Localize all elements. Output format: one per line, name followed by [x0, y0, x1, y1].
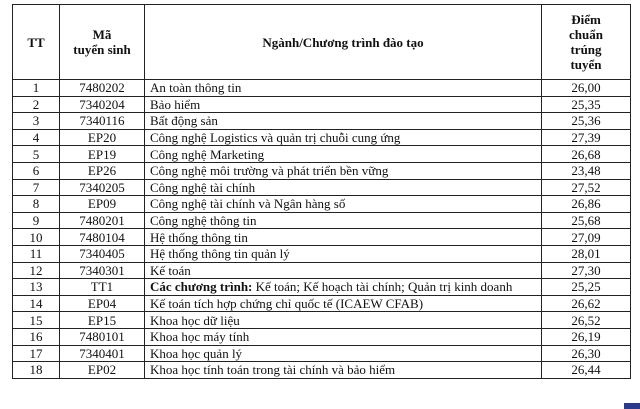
cell-name	[145, 279, 542, 296]
cell-name-text: Kế toán	[150, 262, 191, 278]
cell-code: EP19	[60, 146, 145, 163]
cell-code: 7340405	[60, 245, 145, 262]
cell-name-text: Hệ thống thông tin	[150, 229, 248, 245]
cell-name-text: Công nghệ môi trường và phát triển bền vững	[150, 163, 389, 179]
cell-name	[145, 245, 542, 262]
cell-code: EP04	[60, 295, 145, 312]
cell-score: 27,09	[542, 229, 631, 246]
table-row	[13, 312, 631, 329]
cell-score: 27,30	[542, 262, 631, 279]
cell-code: 7480202	[60, 80, 145, 97]
cell-name	[145, 179, 542, 196]
table-row	[13, 212, 631, 229]
cell-code: EP20	[60, 129, 145, 146]
table-row	[13, 129, 631, 146]
cell-name-text: Công nghệ thông tin	[150, 213, 257, 229]
cell-name-text: Khoa học máy tính	[150, 329, 250, 345]
cell-code: 7340401	[60, 345, 145, 362]
cell-name	[145, 196, 542, 213]
table-header-row	[13, 5, 631, 80]
cell-name	[145, 362, 542, 379]
cell-tt: 9	[13, 212, 60, 229]
cell-name-text: Công nghệ tài chính	[150, 179, 256, 195]
cell-name-text: Kế toán tích hợp chứng chỉ quốc tế (ICAEW CFAB)	[150, 296, 424, 312]
cell-tt: 3	[13, 113, 60, 130]
cell-name-text: Khoa học dữ liệu	[150, 312, 240, 328]
table-row	[13, 162, 631, 179]
admission-score-table	[12, 4, 631, 379]
cell-name-prefix: Các chương trình:	[150, 279, 253, 295]
cell-name	[145, 96, 542, 113]
table-row	[13, 229, 631, 246]
table-row	[13, 113, 631, 130]
cell-score: 26,19	[542, 328, 631, 345]
cell-name-text: Bảo hiểm	[150, 96, 201, 112]
cell-tt: 2	[13, 96, 60, 113]
cell-code: 7340116	[60, 113, 145, 130]
header-code: Mã tuyển sinh	[60, 5, 145, 80]
cell-tt: 17	[13, 345, 60, 362]
cell-name-text: An toàn thông tin	[150, 80, 242, 96]
cell-code: 7340301	[60, 262, 145, 279]
cell-score: 26,52	[542, 312, 631, 329]
cell-name	[145, 162, 542, 179]
cell-code: 7480104	[60, 229, 145, 246]
page-edge-mark	[624, 403, 640, 409]
table-row	[13, 196, 631, 213]
cell-tt: 10	[13, 229, 60, 246]
cell-name-text: Công nghệ tài chính và Ngân hàng số	[150, 196, 346, 212]
cell-tt: 12	[13, 262, 60, 279]
cell-score: 25,35	[542, 96, 631, 113]
cell-code: EP02	[60, 362, 145, 379]
table-row	[13, 345, 631, 362]
cell-code: 7480101	[60, 328, 145, 345]
cell-code: 7340205	[60, 179, 145, 196]
cell-name	[145, 113, 542, 130]
cell-score: 26,62	[542, 295, 631, 312]
table-row	[13, 146, 631, 163]
table-row	[13, 96, 631, 113]
cell-tt: 13	[13, 279, 60, 296]
cell-code: 7480201	[60, 212, 145, 229]
cell-name-text: Bất động sản	[150, 113, 218, 129]
table-row	[13, 245, 631, 262]
cell-code: EP26	[60, 162, 145, 179]
cell-score: 25,68	[542, 212, 631, 229]
cell-name	[145, 212, 542, 229]
cell-code: 7340204	[60, 96, 145, 113]
table-row	[13, 295, 631, 312]
cell-score: 23,48	[542, 162, 631, 179]
cell-name	[145, 262, 542, 279]
cell-score: 28,01	[542, 245, 631, 262]
cell-name	[145, 345, 542, 362]
cell-code: EP09	[60, 196, 145, 213]
cell-name	[145, 80, 542, 97]
cell-score: 26,30	[542, 345, 631, 362]
table-row	[13, 328, 631, 345]
table-row	[13, 179, 631, 196]
table-row	[13, 362, 631, 379]
cell-code: EP15	[60, 312, 145, 329]
cell-code: TT1	[60, 279, 145, 296]
cell-tt: 15	[13, 312, 60, 329]
cell-tt: 4	[13, 129, 60, 146]
cell-score: 26,00	[542, 80, 631, 97]
cell-tt: 18	[13, 362, 60, 379]
cell-score: 26,86	[542, 196, 631, 213]
cell-score: 25,36	[542, 113, 631, 130]
cell-name-text: Hệ thống thông tin quản lý	[150, 246, 290, 262]
cell-score: 26,44	[542, 362, 631, 379]
cell-score: 25,25	[542, 279, 631, 296]
cell-name-text: Công nghệ Marketing	[150, 146, 265, 162]
cell-name	[145, 229, 542, 246]
cell-score: 27,39	[542, 129, 631, 146]
header-tt: TT	[13, 5, 60, 80]
cell-name	[145, 146, 542, 163]
table-row	[13, 80, 631, 97]
cell-name	[145, 312, 542, 329]
cell-tt: 7	[13, 179, 60, 196]
cell-tt: 8	[13, 196, 60, 213]
cell-name-text: Khoa học tính toán trong tài chính và bảo hiểm	[150, 362, 396, 378]
cell-tt: 14	[13, 295, 60, 312]
cell-tt: 5	[13, 146, 60, 163]
cell-tt: 16	[13, 328, 60, 345]
cell-tt: 1	[13, 80, 60, 97]
cell-score: 27,52	[542, 179, 631, 196]
header-name: Ngành/Chương trình đào tạo	[145, 5, 542, 80]
table-row	[13, 262, 631, 279]
cell-name-text: Khoa học quản lý	[150, 345, 243, 361]
cell-name	[145, 129, 542, 146]
table-row	[13, 279, 631, 296]
cell-tt: 11	[13, 245, 60, 262]
cell-name	[145, 295, 542, 312]
cell-name-text: Kế toán; Kế hoạch tài chính; Quản trị kinh doanh	[252, 279, 513, 295]
header-score: Điểm chuẩn trúng tuyển	[542, 5, 631, 80]
cell-score: 26,68	[542, 146, 631, 163]
cell-tt: 6	[13, 162, 60, 179]
cell-name-text: Công nghệ Logistics và quản trị chuỗi cung ứng	[150, 130, 401, 146]
cell-name	[145, 328, 542, 345]
